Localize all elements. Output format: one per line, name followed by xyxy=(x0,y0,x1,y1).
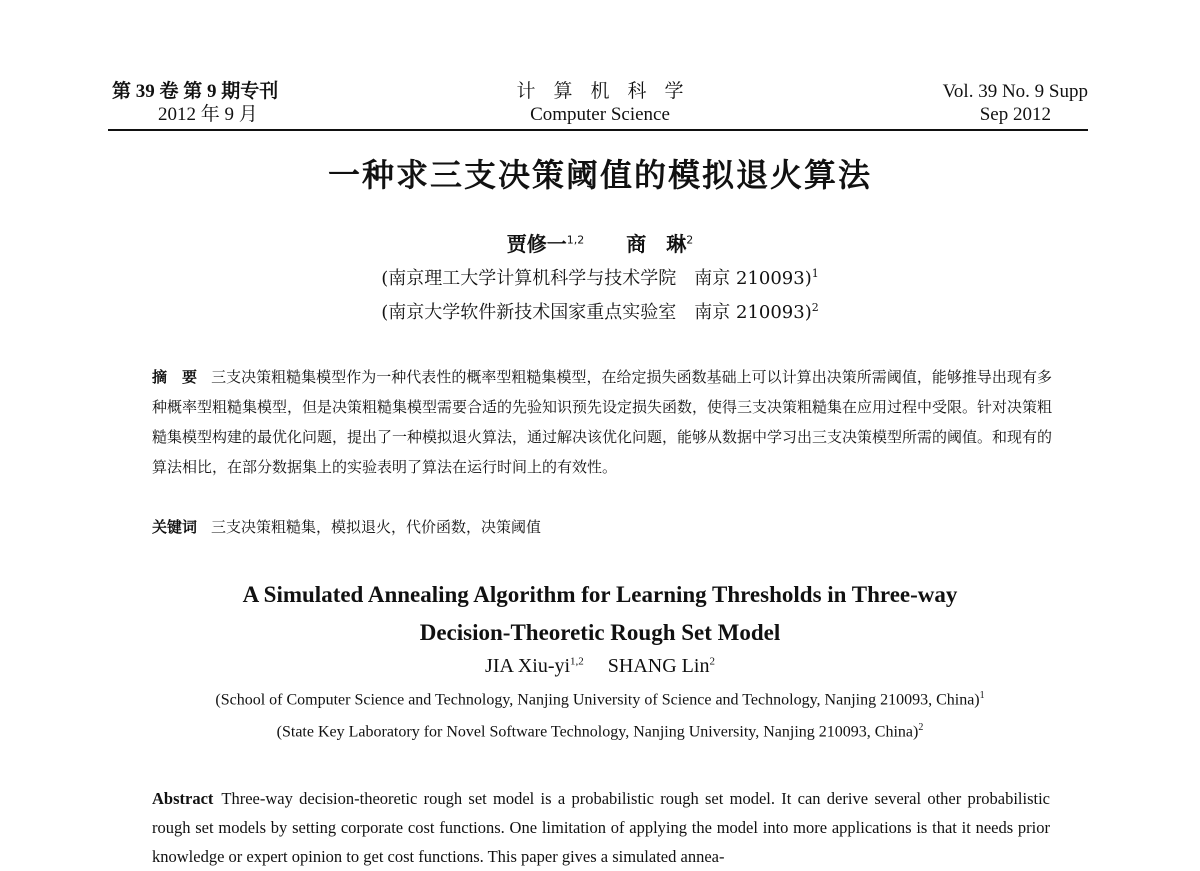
affiliation-superscript: 1 xyxy=(979,690,985,701)
affiliation-superscript: 2 xyxy=(811,301,819,314)
header-rule xyxy=(108,129,1088,131)
abstract-text-cn: 三支决策粗糙集模型作为一种代表性的概率型粗糙集模型，在给定损失函数基础上可以计算出决策所需阈值，能够推导出现有多种概率型粗糙集模型，但是决策粗糙集模型需要合适的先验知识预先设定损失函数，使得三支决策粗糙集在应用过程中受限。针对决策粗糙集模型构建的最优化问题，提出了一种模拟退火算法，通过解决该优化问题，能够从数据中学习出三支决策模型所需的阈值。和现有的算法相比，在部分数据集上的实验表明了算法在运行时间上的有效性。 xyxy=(152,368,1053,476)
author-superscript: 2 xyxy=(686,233,694,247)
keywords-cn xyxy=(152,516,541,537)
affiliation-superscript: 2 xyxy=(918,722,924,733)
issue-date: 2012 年 9 月 xyxy=(158,104,258,125)
author-name: JIA Xiu-yi xyxy=(485,655,571,677)
affiliation-cn xyxy=(0,264,1200,290)
author-list-en xyxy=(0,655,1200,678)
affiliation-text: (南京大学软件新技术国家重点实验室 南京 210093) xyxy=(381,302,812,323)
author-name: 贾修一 xyxy=(506,232,567,256)
paper-title-cn: 一种求三支决策阈值的模拟退火算法 xyxy=(327,156,872,194)
volume-info xyxy=(943,80,1088,126)
keywords-text-cn: 三支决策粗糙集，模拟退火，代价函数，决策阈值 xyxy=(211,518,542,536)
author-name: 商 琳 xyxy=(626,232,687,256)
affiliation-cn xyxy=(0,298,1200,324)
paper-title-en xyxy=(0,576,1200,652)
abstract-text-en: Three-way decision-theoretic rough set model is a probabilistic rough set model. It can derive several other probabilistic rough set models by setting corporate cost functions. One limitation of applying the model into more applications is that it needs prior knowledge or expert opinion to get cost functions. This paper gives a simulated annea- xyxy=(152,789,1050,866)
affiliation-superscript: 1 xyxy=(811,267,819,280)
paper-title-en-line: Decision-Theoretic Rough Set Model xyxy=(419,620,781,645)
abstract-en xyxy=(152,784,1050,871)
author-superscript: 1,2 xyxy=(570,655,584,668)
journal-name-en: Computer Science xyxy=(530,104,670,125)
author-superscript: 2 xyxy=(709,655,715,668)
affiliation-text: (State Key Laboratory for Novel Software Technology, Nanjing University, Nanjing 210093, China) xyxy=(276,723,919,741)
affiliation-en xyxy=(0,722,1200,741)
abstract-label-cn: 摘 要 xyxy=(152,368,198,386)
volume-date: Sep 2012 xyxy=(979,104,1051,125)
author-name: SHANG Lin xyxy=(607,655,710,677)
author-list-cn xyxy=(0,228,1200,257)
paper-title-en-line: A Simulated Annealing Algorithm for Learning Thresholds in Three-way xyxy=(242,582,958,607)
affiliation-text: (School of Computer Science and Technology, Nanjing University of Science and Technology, Nanjing 210093, China) xyxy=(215,691,980,709)
affiliation-en xyxy=(0,690,1200,709)
journal-name-cn: 计算机科学 xyxy=(516,81,702,102)
abstract-cn xyxy=(152,362,1052,482)
author-superscript: 1,2 xyxy=(566,233,585,247)
issue-volume: 第 39 卷 第 9 期专刊 xyxy=(112,81,279,102)
affiliation-text: (南京理工大学计算机科学与技术学院 南京 210093) xyxy=(381,268,812,289)
keywords-label-cn: 关键词 xyxy=(152,518,198,536)
volume-number: Vol. 39 No. 9 Supp xyxy=(942,81,1088,102)
abstract-label-en: Abstract xyxy=(152,789,214,808)
